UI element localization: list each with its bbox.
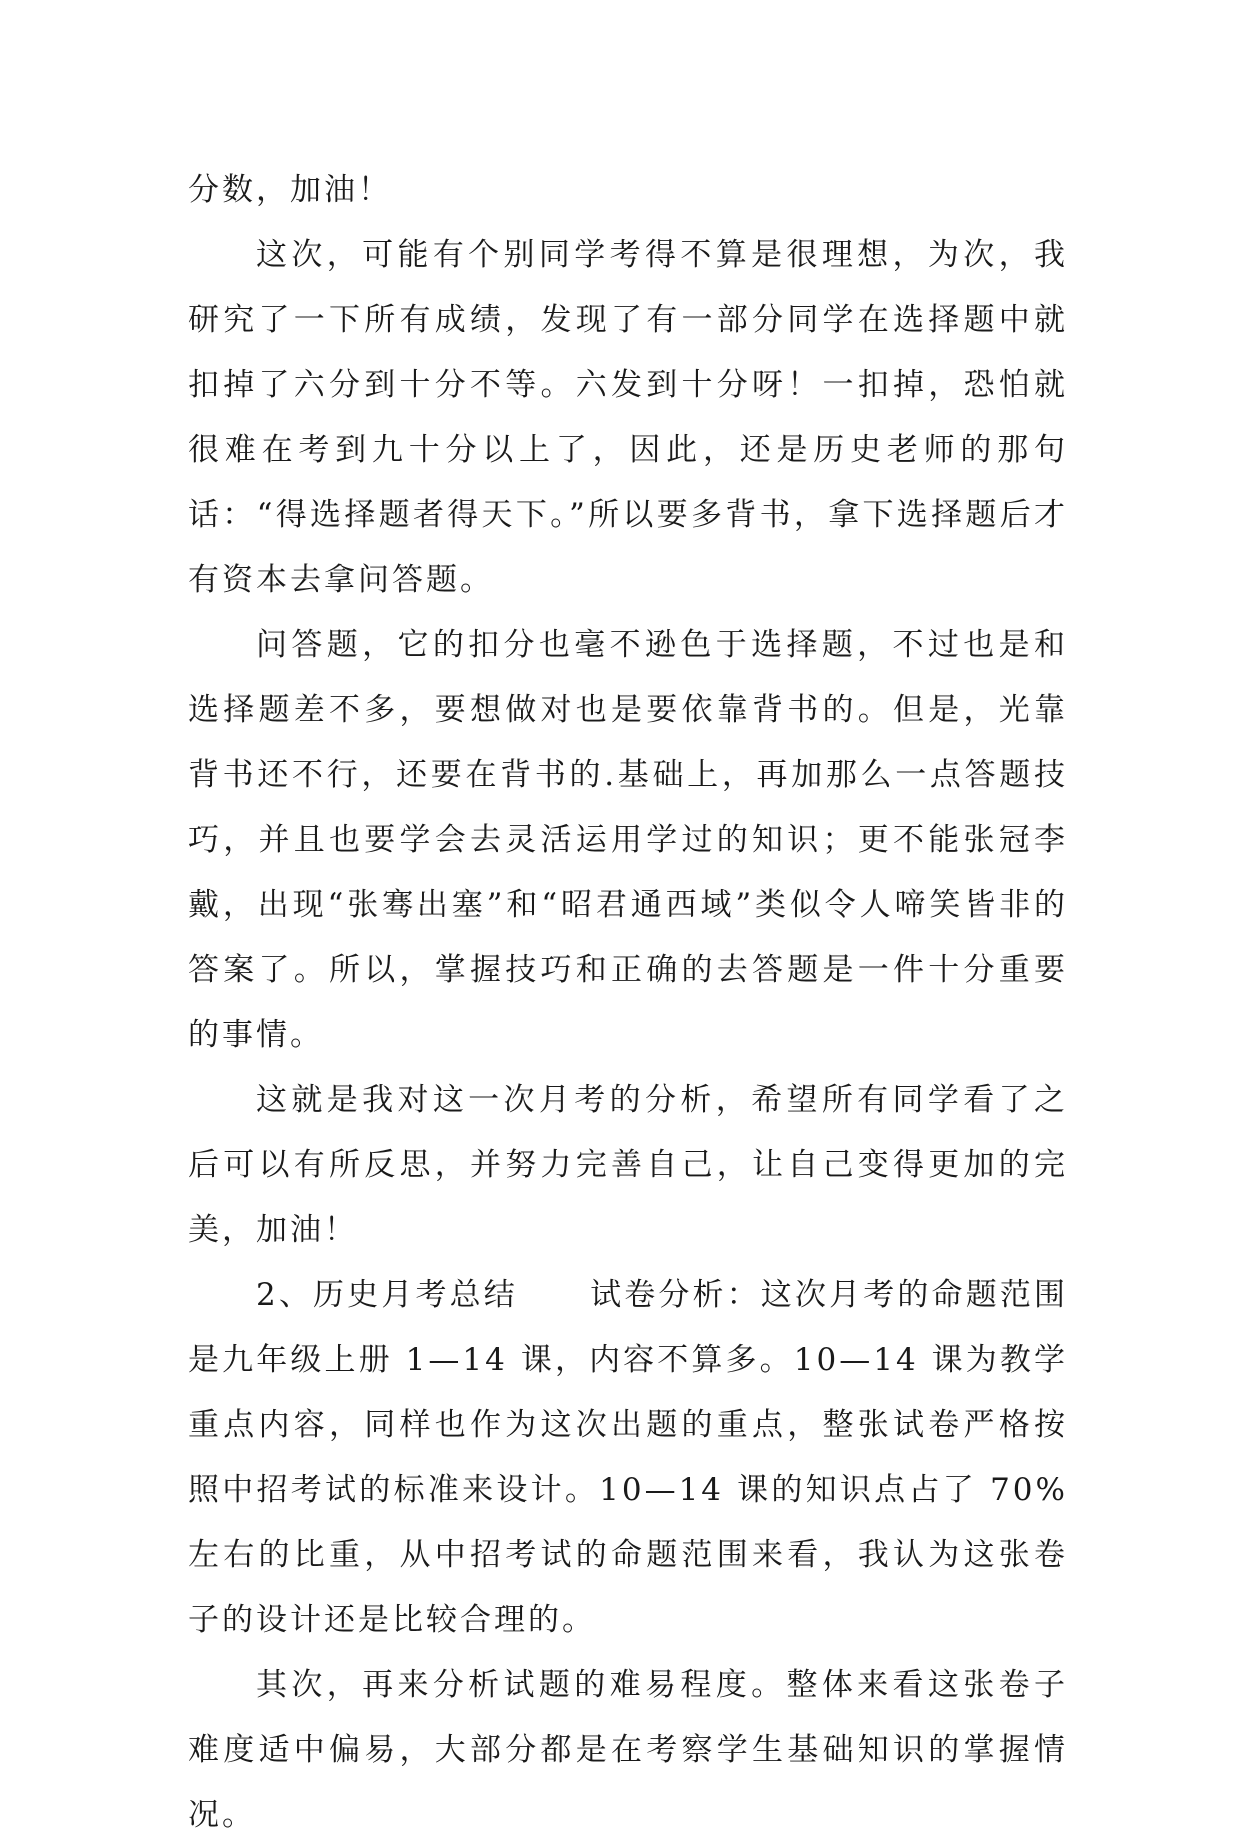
paragraph-short-answer-analysis: 问答题，它的扣分也毫不逊色于选择题，不过也是和选择题差不多，要想做对也是要依靠背书的。但是，光靠背书还不行，还要在背书的.基础上，再加那么一点答题技巧，并且也要学会去灵活运用学过的知识；更不能张冠李戴，出现“张骞出塞”和“昭君通西域”类似令人啼笑皆非的答案了。所以，掌握技巧和正确的去答题是一件十分重要的事情。	[188, 627, 1068, 1053]
document-body	[188, 158, 1068, 1848]
section-heading: 2、历史月考总结	[256, 1277, 518, 1313]
paragraph-continuation: 分数，加油！	[188, 172, 392, 208]
paragraph-section-2	[188, 1263, 1068, 1653]
paragraph-multiple-choice-analysis: 这次，可能有个别同学考得不算是很理想，为次，我研究了一下所有成绩，发现了有一部分同学在选择题中就扣掉了六分到十分不等。六发到十分呀！一扣掉，恐怕就很难在考到九十分以上了，因此，还是历史老师的那句话：“得选择题者得天下。”所以要多背书，拿下选择题后才有资本去拿问答题。	[188, 237, 1068, 598]
paragraph-difficulty-analysis: 其次，再来分析试题的难易程度。整体来看这张卷子难度适中偏易，大部分都是在考察学生基础知识的掌握情况。	[188, 1667, 1068, 1833]
section-body: 试卷分析：这次月考的命题范围是九年级上册 1—14 课，内容不算多。10—14 课为教学重点内容，同样也作为这次出题的重点，整张试卷严格按照中招考试的标准来设计。10—14 课的知识点占了 70%左右的比重，从中招考试的命题范围来看，我认为这张卷子的设计还是比较合理的。	[188, 1277, 1068, 1638]
paragraph-conclusion: 这就是我对这一次月考的分析，希望所有同学看了之后可以有所反思，并努力完善自己，让自己变得更加的完美，加油！	[188, 1082, 1068, 1248]
